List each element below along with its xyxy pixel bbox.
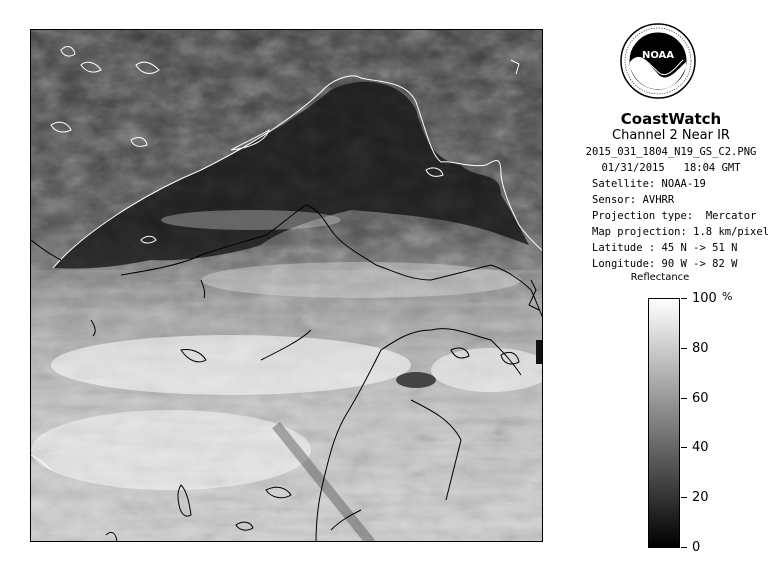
brand-title: CoastWatch [620, 110, 722, 128]
meta-label: Projection type: [592, 210, 694, 222]
meta-value: 45 N -> 51 N [661, 242, 738, 254]
cloud-band-1 [51, 335, 411, 395]
colorbar-tick-label: 60 [692, 391, 709, 406]
meta-label: Longitude: [592, 258, 656, 270]
colorbar-tick-label: 100 [692, 291, 717, 306]
colorbar-unit: % [722, 290, 733, 303]
colorbar-tick [681, 298, 687, 299]
meta-value: Mercator [705, 210, 757, 222]
cloud-band-2 [31, 410, 311, 490]
file-name: 2015_031_1804_N19_GS_C2.PNG [585, 146, 757, 158]
colorbar-tick [681, 547, 687, 548]
cloud-band-3 [201, 262, 521, 298]
time-text: 18:04 GMT [683, 162, 741, 174]
meta-satellite [592, 177, 782, 191]
meta-projection-type [592, 209, 782, 223]
noaa-logo-text: NOAA [641, 50, 675, 61]
meta-label: Latitude : [592, 242, 656, 254]
meta-latitude [592, 241, 782, 255]
dark-patch [396, 372, 436, 388]
dark-edge-patch [536, 340, 543, 364]
meta-sensor [592, 193, 782, 207]
meta-label: Map projection: [592, 226, 687, 238]
colorbar-tick-label: 40 [692, 440, 709, 455]
date-time [560, 161, 782, 175]
colorbar-tick [681, 398, 687, 399]
colorbar-tick-label: 20 [692, 490, 709, 505]
meta-value: AVHRR [642, 194, 675, 206]
meta-label: Satellite: [592, 178, 656, 190]
colorbar-tick [681, 497, 687, 498]
colorbar-tick-label: 0 [692, 540, 701, 555]
meta-value: NOAA-19 [661, 178, 706, 190]
meta-map-projection [592, 225, 782, 239]
colorbar-tick [681, 447, 687, 448]
meta-value: 90 W -> 82 W [661, 258, 738, 270]
colorbar-tick [681, 348, 687, 349]
cloud-streaks [31, 270, 543, 542]
colorbar-title: Reflectance [630, 272, 690, 283]
cloud-band-4 [161, 210, 341, 230]
satellite-map-svg [31, 30, 543, 542]
colorbar [648, 298, 680, 548]
meta-label: Sensor: [592, 194, 637, 206]
meta-longitude [592, 257, 782, 271]
channel-name: Channel 2 Near IR [612, 128, 730, 143]
satellite-image [30, 29, 543, 542]
noaa-logo [619, 22, 697, 100]
date-text: 01/31/2015 [601, 162, 665, 174]
meta-value: 1.8 km/pixel [693, 226, 770, 238]
colorbar-tick-label: 80 [692, 341, 709, 356]
